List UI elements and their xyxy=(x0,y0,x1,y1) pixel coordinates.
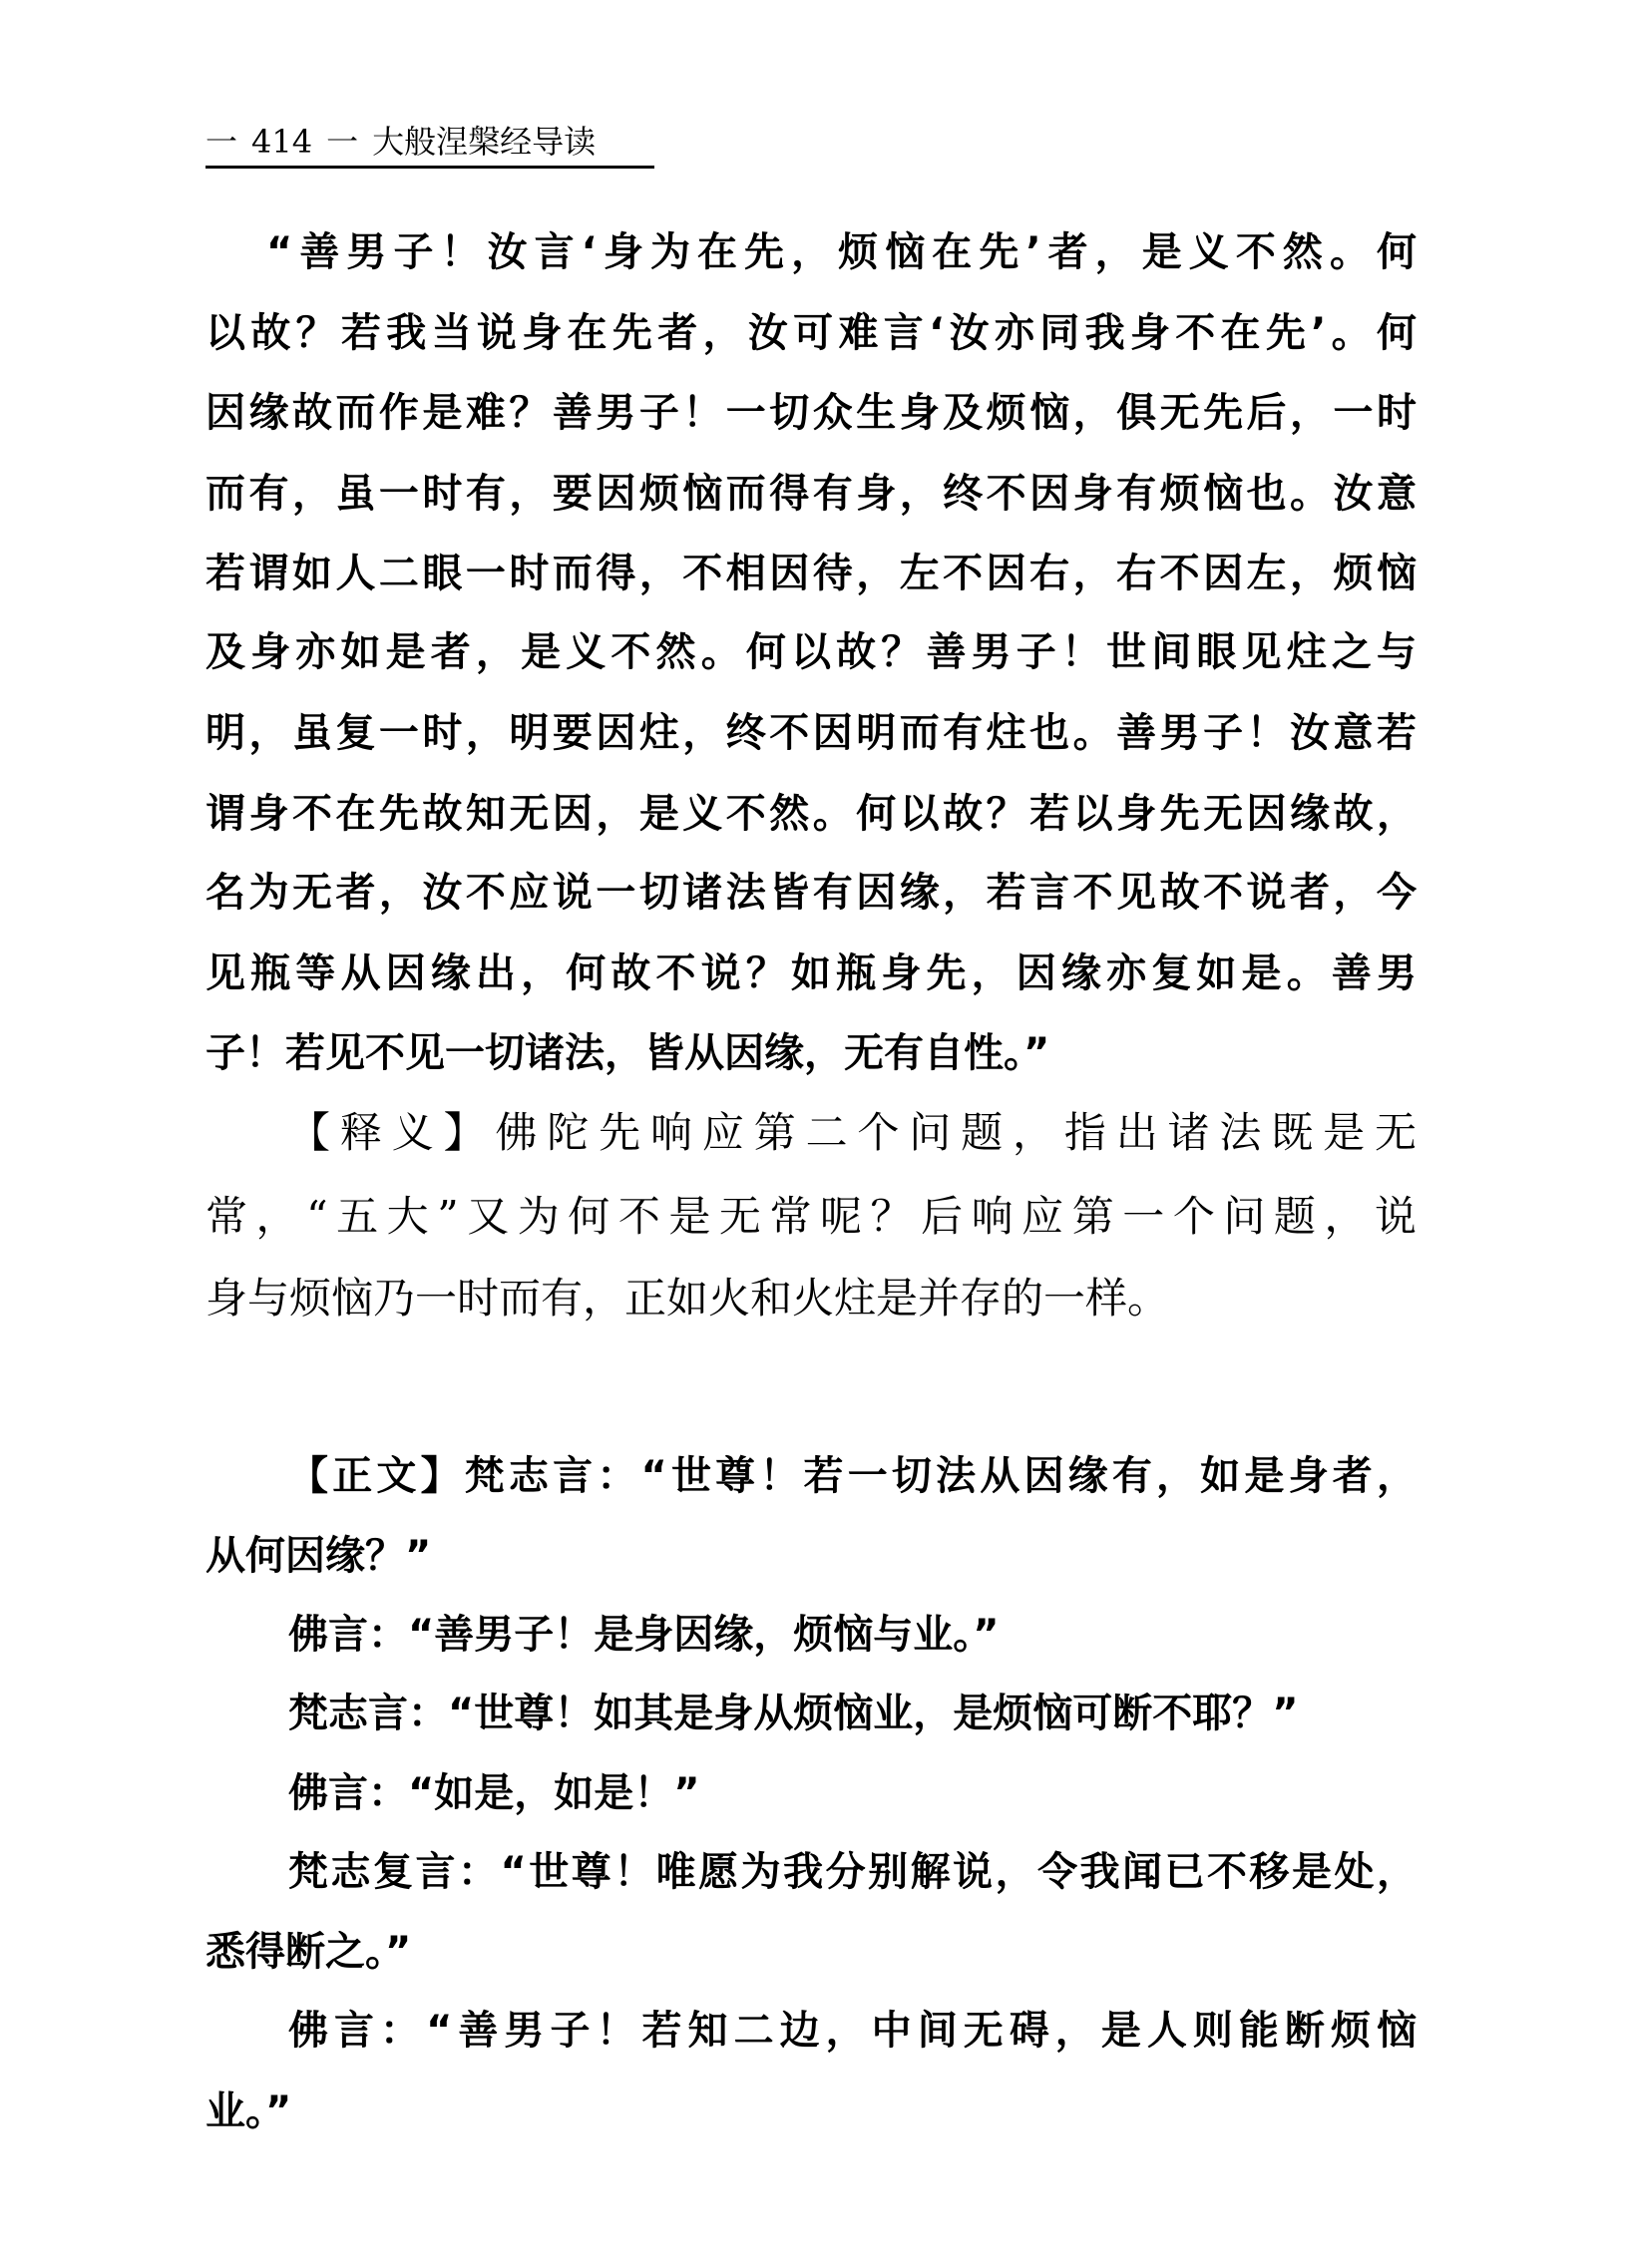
scripture-line: 佛言：“如是，如是！” xyxy=(288,1770,700,1816)
book-title: 大般涅槃经导读 xyxy=(372,123,597,161)
passage-line: 名为无者，汝不应说一切诸法皆有因缘，若言不见故不说者，今 xyxy=(205,870,1417,916)
commentary-line: 常，“五大”又为何不是无常呢？后响应第一个问题，说 xyxy=(205,1192,1417,1241)
running-header xyxy=(205,122,654,169)
scripture-line: 佛言：“善男子！若知二边，中间无碍，是人则能断烦恼 xyxy=(288,2008,1417,2054)
scripture-line: 佛言：“善男子！是身因缘，烦恼与业。” xyxy=(288,1612,1000,1658)
passage-line: 谓身不在先故知无因，是义不然。何以故？若以身先无因缘故， xyxy=(205,791,1417,837)
scripture-line: 悉得断之。” xyxy=(205,1929,412,1975)
header-dash-right: 一 xyxy=(326,123,359,161)
passage-line: 以故？若我当说身在先者，汝可难言‘汝亦同我身不在先’。何 xyxy=(205,310,1417,356)
passage-line: 因缘故而作是难？善男子！一切众生身及烦恼，俱无先后，一时 xyxy=(205,390,1417,436)
passage-line: 见瓶等从因缘出，何故不说？如瓶身先，因缘亦复如是。善男 xyxy=(205,950,1417,996)
page-number: 414 xyxy=(251,123,313,161)
scripture-line: 梵志言：“世尊！如其是身从烦恼业，是烦恼可断不耶？” xyxy=(288,1691,1299,1736)
commentary-line: 身与烦恼乃一时而有，正如火和火炷是并存的一样。 xyxy=(205,1274,1170,1323)
scripture-line: 【正文】梵志言：“世尊！若一切法从因缘有，如是身者， xyxy=(288,1453,1417,1499)
passage-line: 若谓如人二眼一时而得，不相因待，左不因右，右不因左，烦恼 xyxy=(205,551,1417,596)
commentary-line: 【释义】佛陀先响应第二个问题，指出诸法既是无 xyxy=(288,1108,1417,1157)
passage-line: 及身亦如是者，是义不然。何以故？善男子！世间眼见炷之与 xyxy=(205,629,1417,675)
passage-line: 而有，虽一时有，要因烦恼而得有身，终不因身有烦恼也。汝意 xyxy=(205,471,1417,517)
header-dash-left: 一 xyxy=(205,123,238,161)
passage-line: “善男子！汝言‘身为在先，烦恼在先’者，是义不然。何 xyxy=(266,229,1417,275)
scripture-line: 业。” xyxy=(205,2088,292,2134)
scripture-line: 从何因缘？” xyxy=(205,1533,432,1579)
passage-line: 子！若见不见一切诸法，皆从因缘，无有自性。” xyxy=(205,1030,1050,1076)
passage-line: 明，虽复一时，明要因炷，终不因明而有炷也。善男子！汝意若 xyxy=(205,710,1417,756)
scripture-line: 梵志复言：“世尊！唯愿为我分别解说，令我闻已不移是处， xyxy=(288,1849,1417,1895)
